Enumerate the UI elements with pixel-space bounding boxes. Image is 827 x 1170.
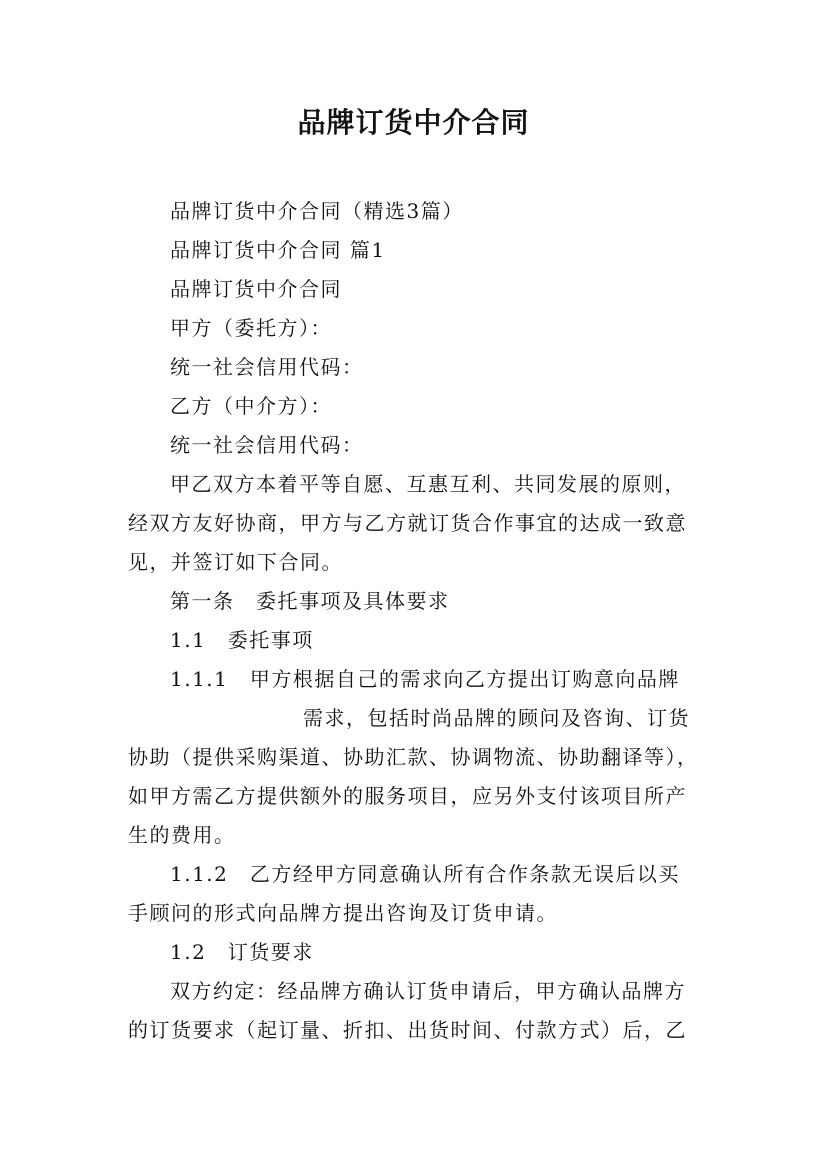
- subtitle-line: 品牌订货中介合同（精选3篇）: [170, 199, 464, 223]
- paragraph-line: 甲乙双方本着平等自愿、互惠互利、共同发展的原则，: [170, 472, 686, 496]
- clause-line: 协助（提供采购渠道、协助汇款、协调物流、协助翻译等），: [128, 745, 699, 769]
- clause-line: 需求，包括时尚品牌的顾问及咨询、订货: [303, 706, 690, 730]
- paragraph-line: 经双方友好协商，甲方与乙方就订货合作事宜的达成一致意: [128, 511, 687, 535]
- document-title: 品牌订货中介合同: [297, 106, 530, 139]
- clause-line: 手顾问的形式向品牌方提出咨询及订货申请。: [128, 901, 558, 925]
- party-a-credit-code: 统一社会信用代码：: [170, 355, 364, 379]
- clause-heading: 1.1 委托事项: [170, 628, 314, 652]
- section-heading: 品牌订货中介合同 篇1: [170, 238, 386, 262]
- clause-heading: 1.2 订货要求: [170, 940, 314, 964]
- paragraph-line: 见，并签订如下合同。: [128, 550, 343, 574]
- article-heading: 第一条 委托事项及具体要求: [170, 589, 450, 613]
- party-b-label: 乙方（中介方）：: [170, 394, 332, 418]
- clause-line: 如甲方需乙方提供额外的服务项目，应另外支付该项目所产: [128, 784, 687, 808]
- party-b-credit-code: 统一社会信用代码：: [170, 433, 364, 457]
- clause-line: 的订货要求（起订量、折扣、出货时间、付款方式）后，乙: [128, 1018, 687, 1042]
- clause-line: 生的费用。: [128, 823, 236, 847]
- clause-line: 双方约定：经品牌方确认订货申请后，甲方确认品牌方: [170, 979, 686, 1003]
- party-a-label: 甲方（委托方）：: [170, 316, 332, 340]
- clause-line: 1.1.2 乙方经甲方同意确认所有合作条款无误后以买: [170, 862, 680, 886]
- contract-name: 品牌订货中介合同: [170, 277, 342, 301]
- clause-line: 1.1.1 甲方根据自己的需求向乙方提出订购意向品牌: [170, 667, 680, 691]
